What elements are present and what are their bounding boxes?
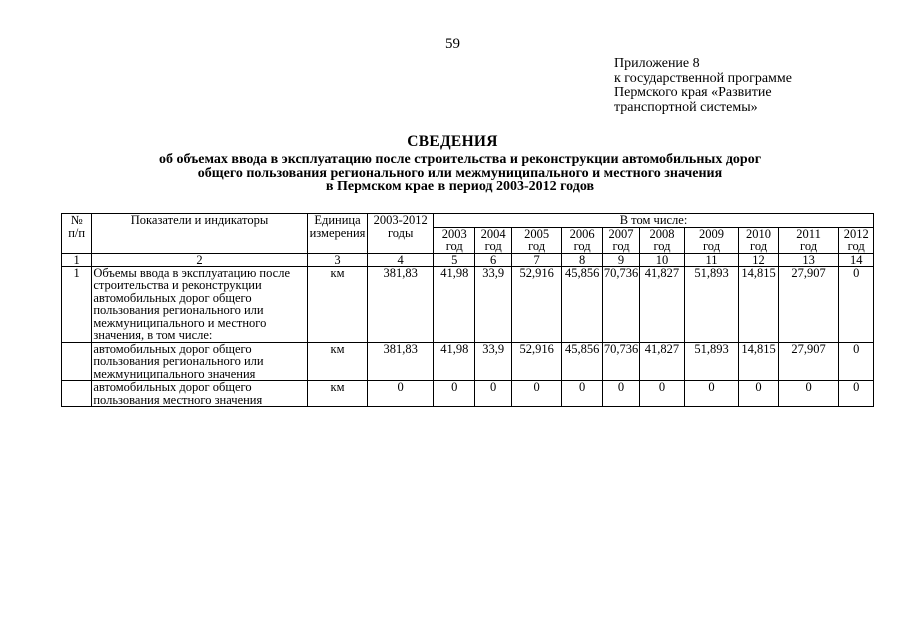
- header-including: В том числе:: [434, 214, 874, 228]
- header-year: 2007 год: [602, 227, 639, 253]
- column-number: 6: [475, 253, 511, 266]
- row-total: 381,83: [368, 342, 434, 381]
- header-year: 2010 год: [739, 227, 778, 253]
- row-indicator: автомобильных дорог общего пользования местного значения: [92, 381, 307, 407]
- row-year-value: 0: [475, 381, 511, 407]
- row-year-value: 0: [602, 381, 639, 407]
- row-year-value: 27,907: [778, 266, 839, 342]
- header-row-1: [62, 214, 874, 228]
- column-number: 10: [640, 253, 684, 266]
- page-number: 59: [445, 36, 460, 52]
- header-no: № п/п: [62, 214, 92, 254]
- table-row: [62, 381, 874, 407]
- row-year-value: 0: [434, 381, 475, 407]
- row-year-value: 0: [640, 381, 684, 407]
- row-indicator: Объемы ввода в эксплуатацию после строительства и реконструкции автомобильных дорог общего пользования регионального или межмуниципального и местного значения, в том числе:: [92, 266, 307, 342]
- row-year-value: 51,893: [684, 342, 739, 381]
- table-row: [62, 342, 874, 381]
- row-year-value: 0: [839, 381, 874, 407]
- header-year: 2006 год: [562, 227, 602, 253]
- row-unit: км: [307, 266, 368, 342]
- column-number: 4: [368, 253, 434, 266]
- row-year-value: 70,736: [602, 342, 639, 381]
- row-year-value: 0: [778, 381, 839, 407]
- column-number: 11: [684, 253, 739, 266]
- row-year-value: 33,9: [475, 342, 511, 381]
- header-year: 2004 год: [475, 227, 511, 253]
- subtitle-line-1: об объемах ввода в эксплуатацию после строительства и реконструкции автомобильных дорог: [158, 152, 762, 167]
- row-number: [62, 342, 92, 381]
- header-year: 2003 год: [434, 227, 475, 253]
- header-indicators: Показатели и индикаторы: [92, 214, 307, 254]
- row-year-value: 70,736: [602, 266, 639, 342]
- row-total: 381,83: [368, 266, 434, 342]
- row-year-value: 27,907: [778, 342, 839, 381]
- row-year-value: 0: [839, 342, 874, 381]
- header-year: 2012 год: [839, 227, 874, 253]
- data-table: [61, 213, 874, 407]
- row-year-value: 0: [739, 381, 778, 407]
- table-row: [62, 266, 874, 342]
- header-total: 2003-2012 годы: [368, 214, 434, 254]
- row-year-value: 14,815: [739, 342, 778, 381]
- row-year-value: 0: [684, 381, 739, 407]
- row-number: [62, 381, 92, 407]
- row-year-value: 0: [839, 266, 874, 342]
- row-year-value: 0: [562, 381, 602, 407]
- column-number: 13: [778, 253, 839, 266]
- row-year-value: 45,856: [562, 342, 602, 381]
- column-number: 14: [839, 253, 874, 266]
- row-unit: км: [307, 342, 368, 381]
- column-number: 8: [562, 253, 602, 266]
- column-number-row: [62, 253, 874, 266]
- column-number: 5: [434, 253, 475, 266]
- header-year: 2005 год: [511, 227, 562, 253]
- row-year-value: 51,893: [684, 266, 739, 342]
- header-year: 2008 год: [640, 227, 684, 253]
- header-unit: Единица измерения: [307, 214, 368, 254]
- row-total: 0: [368, 381, 434, 407]
- column-number: 2: [92, 253, 307, 266]
- row-year-value: 14,815: [739, 266, 778, 342]
- row-year-value: 33,9: [475, 266, 511, 342]
- row-year-value: 41,827: [640, 342, 684, 381]
- column-number: 7: [511, 253, 562, 266]
- row-number: 1: [62, 266, 92, 342]
- column-number: 9: [602, 253, 639, 266]
- subtitle-line-3: в Пермском крае в период 2003-2012 годов: [325, 179, 595, 194]
- document-title: СВЕДЕНИЯ: [407, 133, 498, 150]
- row-unit: км: [307, 381, 368, 407]
- document-subtitle: [60, 153, 860, 194]
- table-body: [62, 266, 874, 407]
- column-number: 1: [62, 253, 92, 266]
- row-year-value: 0: [511, 381, 562, 407]
- row-year-value: 41,98: [434, 266, 475, 342]
- header-year: 2009 год: [684, 227, 739, 253]
- row-indicator: автомобильных дорог общего пользования регионального или межмуниципального значения: [92, 342, 307, 381]
- appendix-note: Приложение 8 к государственной программе Пермского края «Развитие транспортной системы»: [614, 56, 792, 115]
- header-year: 2011 год: [778, 227, 839, 253]
- row-year-value: 52,916: [511, 342, 562, 381]
- column-number: 3: [307, 253, 368, 266]
- subtitle-line-2: общего пользования регионального или межмуниципального и местного значения: [197, 165, 723, 181]
- column-number: 12: [739, 253, 778, 266]
- row-year-value: 41,827: [640, 266, 684, 342]
- row-year-value: 41,98: [434, 342, 475, 381]
- row-year-value: 45,856: [562, 266, 602, 342]
- row-year-value: 52,916: [511, 266, 562, 342]
